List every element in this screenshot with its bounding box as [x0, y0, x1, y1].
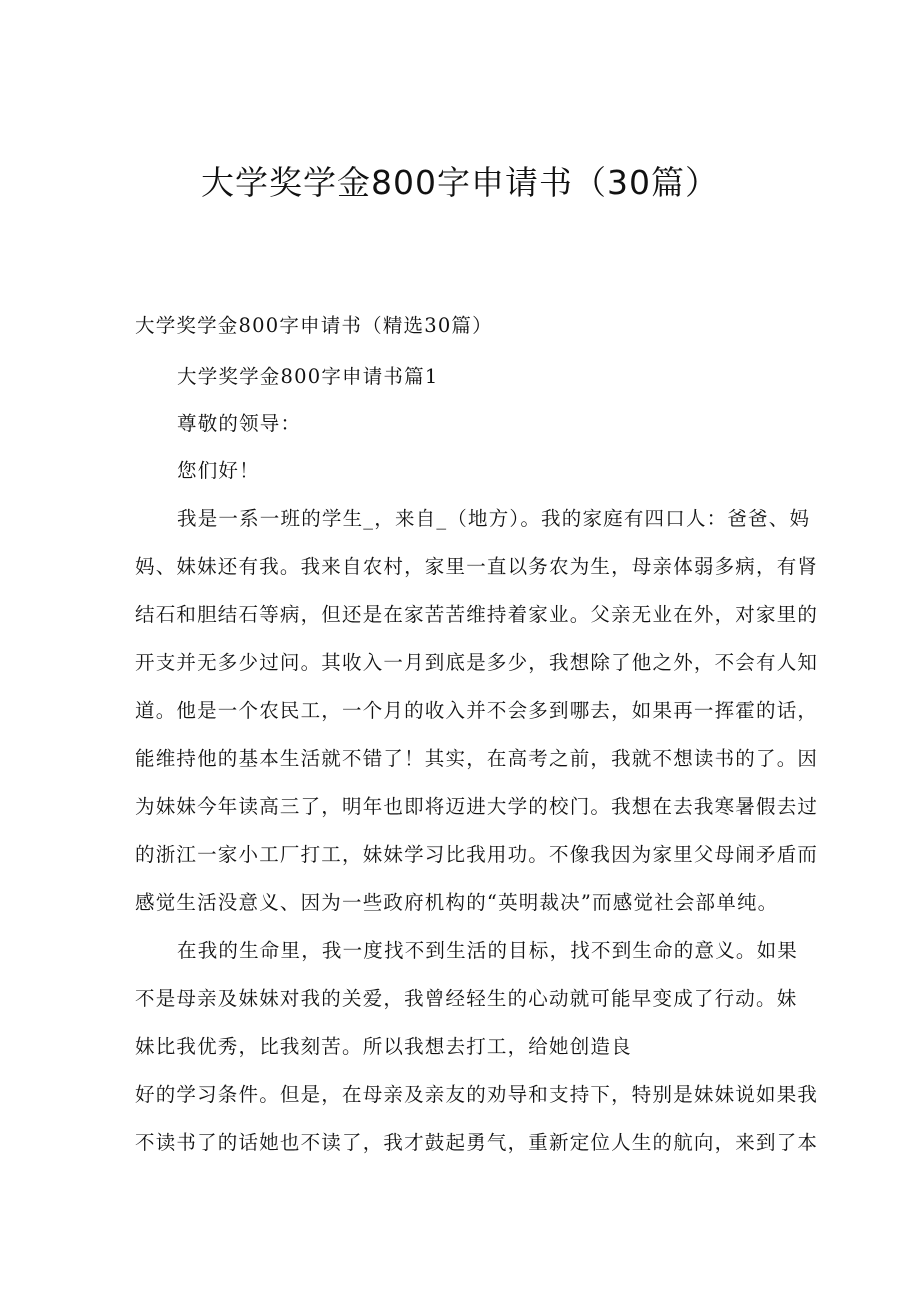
paragraph-line: 结石和胆结石等病，但还是在家苦苦维持着家业。父亲无业在外，对家里的 [135, 603, 819, 626]
paragraph-line: 不是母亲及妹妹对我的关爱，我曾经轻生的心动就可能早变成了行动。妹 [135, 987, 798, 1010]
paragraph-line: 不读书了的话她也不读了，我才鼓起勇气，重新定位人生的航向，来到了本 [135, 1131, 819, 1154]
document-subtitle: 大学奖学金800字申请书（精选30篇） [135, 314, 493, 337]
document-title: 大学奖学金800字申请书（30篇） [201, 163, 719, 202]
paragraph-line: 妹比我优秀，比我刻苦。所以我想去打工，给她创造良 [135, 1035, 632, 1058]
paragraph-line: 的浙江一家小工厂打工，妹妹学习比我用功。不像我因为家里父母闹矛盾而 [135, 843, 819, 866]
greeting: 您们好！ [177, 459, 260, 482]
paragraph-line: 在我的生命里，我一度找不到生活的目标，找不到生命的意义。如果 [177, 939, 799, 962]
paragraph-line: 妈、妹妹还有我。我来自农村，家里一直以务农为生，母亲体弱多病，有肾 [135, 555, 819, 578]
paragraph-line: 道。他是一个农民工，一个月的收入并不会多到哪去，如果再一挥霍的话， [135, 699, 819, 722]
paragraph-line: 能维持他的基本生活就不错了！其实，在高考之前，我就不想读书的了。因 [135, 747, 819, 770]
paragraph-line: 为妹妹今年读高三了，明年也即将迈进大学的校门。我想在去我寒暑假去过 [135, 795, 819, 818]
paragraph-line: 感觉生活没意义、因为一些政府机构的“英明裁决”而感觉社会部单纯。 [135, 891, 779, 914]
paragraph-line: 开支并无多少过问。其收入一月到底是多少，我想除了他之外，不会有人知 [135, 651, 819, 674]
section-heading: 大学奖学金800字申请书篇1 [177, 365, 439, 388]
paragraph-line: 好的学习条件。但是，在母亲及亲友的劝导和支持下，特别是妹妹说如果我 [135, 1083, 819, 1106]
salutation: 尊敬的领导： [177, 412, 302, 435]
paragraph-line: 我是一系一班的学生_，来自_（地方）。我的家庭有四口人：爸爸、妈 [177, 507, 811, 530]
